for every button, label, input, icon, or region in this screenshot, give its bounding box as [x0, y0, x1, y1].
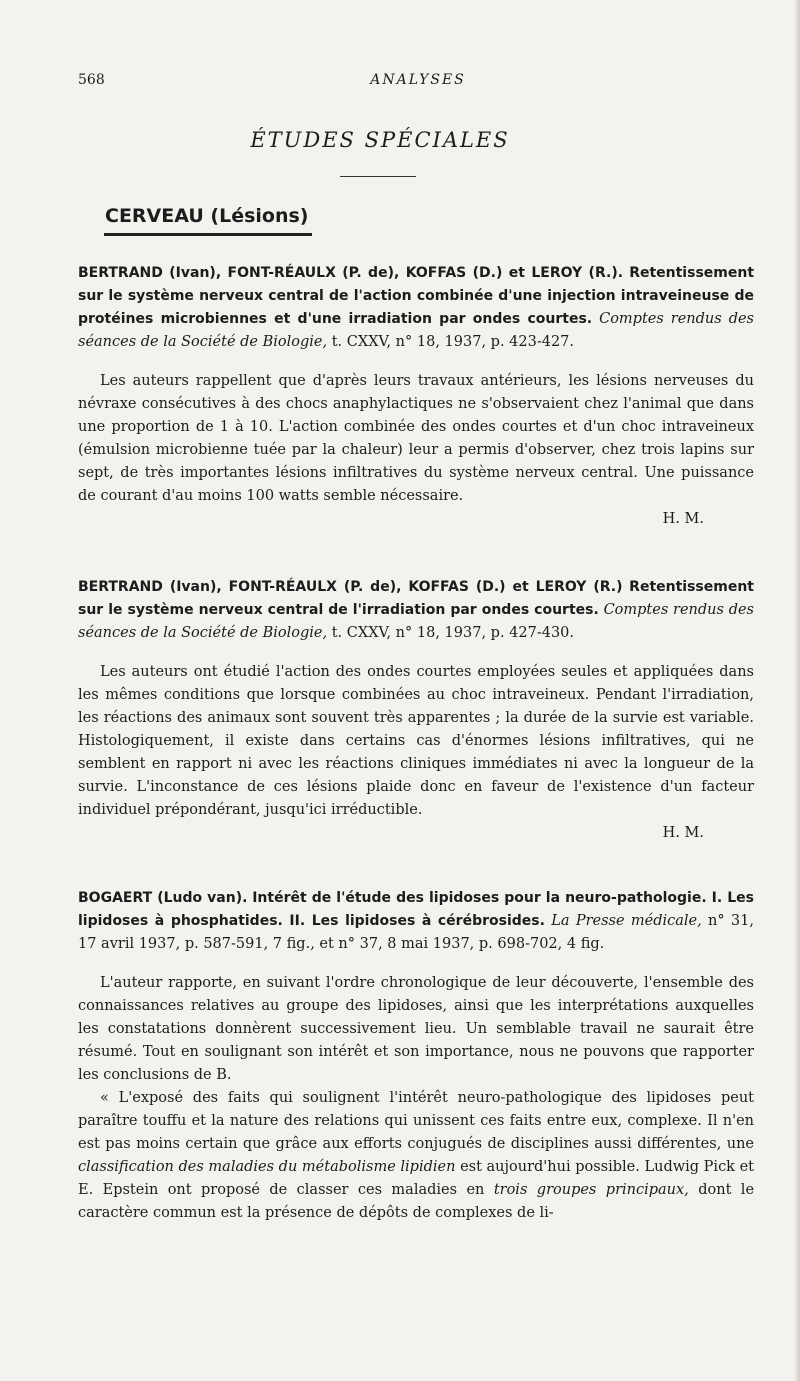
citation [78, 576, 754, 645]
subsection-title: CERVEAU (Lésions) [105, 205, 309, 227]
entry-reference: n° 31, 17 avril 1937, p. 587-591, 7 fig., et n° 37, 8 mai 1937, p. 698-702, 4 fig. [78, 913, 754, 952]
citation [78, 887, 754, 956]
abstract-entry-1 [78, 262, 754, 530]
entry-source: La Presse médicale, [551, 913, 702, 929]
page-number: 568 [78, 72, 105, 88]
subsection-underline [104, 233, 312, 236]
section-title: ÉTUDES SPÉCIALES [250, 128, 510, 152]
entry-authors: BERTRAND (Ivan), FONT-RÉAULX (P. de), KOFFAS (D.) et LEROY (R.). [78, 265, 624, 281]
entry-abstract [78, 972, 754, 1225]
abstract-paragraph: L'auteur rapporte, en suivant l'ordre chronologique de leur découverte, l'ensemble des connaissances relatives au groupe des lipidoses, ainsi que les interprétations auxquelles les constatations donnèrent successivement lieu. Un semblable travail ne saurait être résumé. Tout en soulignant son intérêt et son importance, nous ne pouvons que rapporter les conclusions de B. [78, 975, 754, 1083]
abstract-entry-3 [78, 887, 754, 1225]
entry-authors: BOGAERT (Ludo van). [78, 890, 248, 906]
reviewer-initials: H. M. [662, 511, 704, 527]
citation [78, 262, 754, 354]
entry-source: Comptes rendus des séances de la Société de Biologie, [78, 311, 754, 350]
abstract-entry-2 [78, 576, 754, 844]
entry-reference: t. CXXV, n° 18, 1937, p. 427-430. [331, 625, 575, 641]
quote-text: « L'exposé des faits qui soulignent l'intérêt neuro-pathologique des lipidoses peut paraître touffu et la nature des relations qui unissent ces faits entre eux, complexe. Il n'en est pas moins certain que grâce aux efforts conjugués de disciplines aussi différentes, une [78, 1090, 754, 1152]
running-title: ANALYSES [370, 72, 466, 88]
emphasis-text: classification des maladies du métabolisme lipidien [78, 1159, 456, 1175]
entry-source: Comptes rendus des séances de la Société de Biologie, [78, 602, 755, 641]
section-divider [340, 176, 416, 177]
running-head [78, 72, 758, 92]
quote-text: est aujourd'hui possible. Ludwig Pick et E. Epstein ont proposé de classer ces maladies en [78, 1159, 754, 1198]
entry-title: Retentissement sur le système nerveux central de l'irradiation par ondes courtes. [78, 579, 754, 618]
entry-title: Intérêt de l'étude des lipidoses pour la neuro-pathologie. I. Les lipidoses à phosphatides. II. Les lipidoses à cérébrosides. [78, 890, 754, 929]
entry-reference: t. CXXV, n° 18, 1937, p. 423-427. [331, 334, 575, 350]
abstract-paragraph [78, 1087, 754, 1225]
reviewer-initials: H. M. [662, 825, 704, 841]
emphasis-text: trois groupes principaux, [493, 1182, 689, 1198]
entry-authors: BERTRAND (Ivan), FONT-RÉAULX (P. de), KOFFAS (D.) et LEROY (R.) [78, 579, 623, 595]
entry-abstract: Les auteurs rappellent que d'après leurs travaux antérieurs, les lésions nerveuses du névraxe consécutives à des chocs anaphylactiques ne s'observaient chez l'animal que dans une proportion de 1 à 10. L'action combinée des ondes courtes et d'un choc intraveineux (émulsion microbienne tuée par la chaleur) leur a permis d'observer, chez trois lapins sur sept, de très importantes lésions infiltratives du système nerveux central. Une puissance de courant d'au moins 100 watts semble nécessaire. [78, 373, 754, 504]
entry-abstract: Les auteurs ont étudié l'action des ondes courtes employées seules et appliquées dans les mêmes conditions que lorsque combinées au choc intraveineux. Pendant l'irradiation, les réactions des animaux sont souvent très apparentes ; la durée de la survie est variable. Histologiquement, il existe dans certains cas d'énormes lésions infiltratives, qui ne semblent en rapport ni avec les réactions cliniques immédiates ni avec la longueur de la survie. L'inconstance de ces lésions plaide donc en faveur de l'existence d'un facteur individuel prépondérant, jusqu'ici irréductible. [78, 664, 754, 818]
page-edge-shadow [794, 0, 800, 1381]
entry-title: Retentissement sur le système nerveux central de l'action combinée d'une injection intraveineuse de protéines microbiennes et d'une irradiation par ondes courtes. [78, 265, 755, 327]
quote-text: dont le caractère commun est la présence de dépôts de complexes de li- [78, 1182, 755, 1221]
